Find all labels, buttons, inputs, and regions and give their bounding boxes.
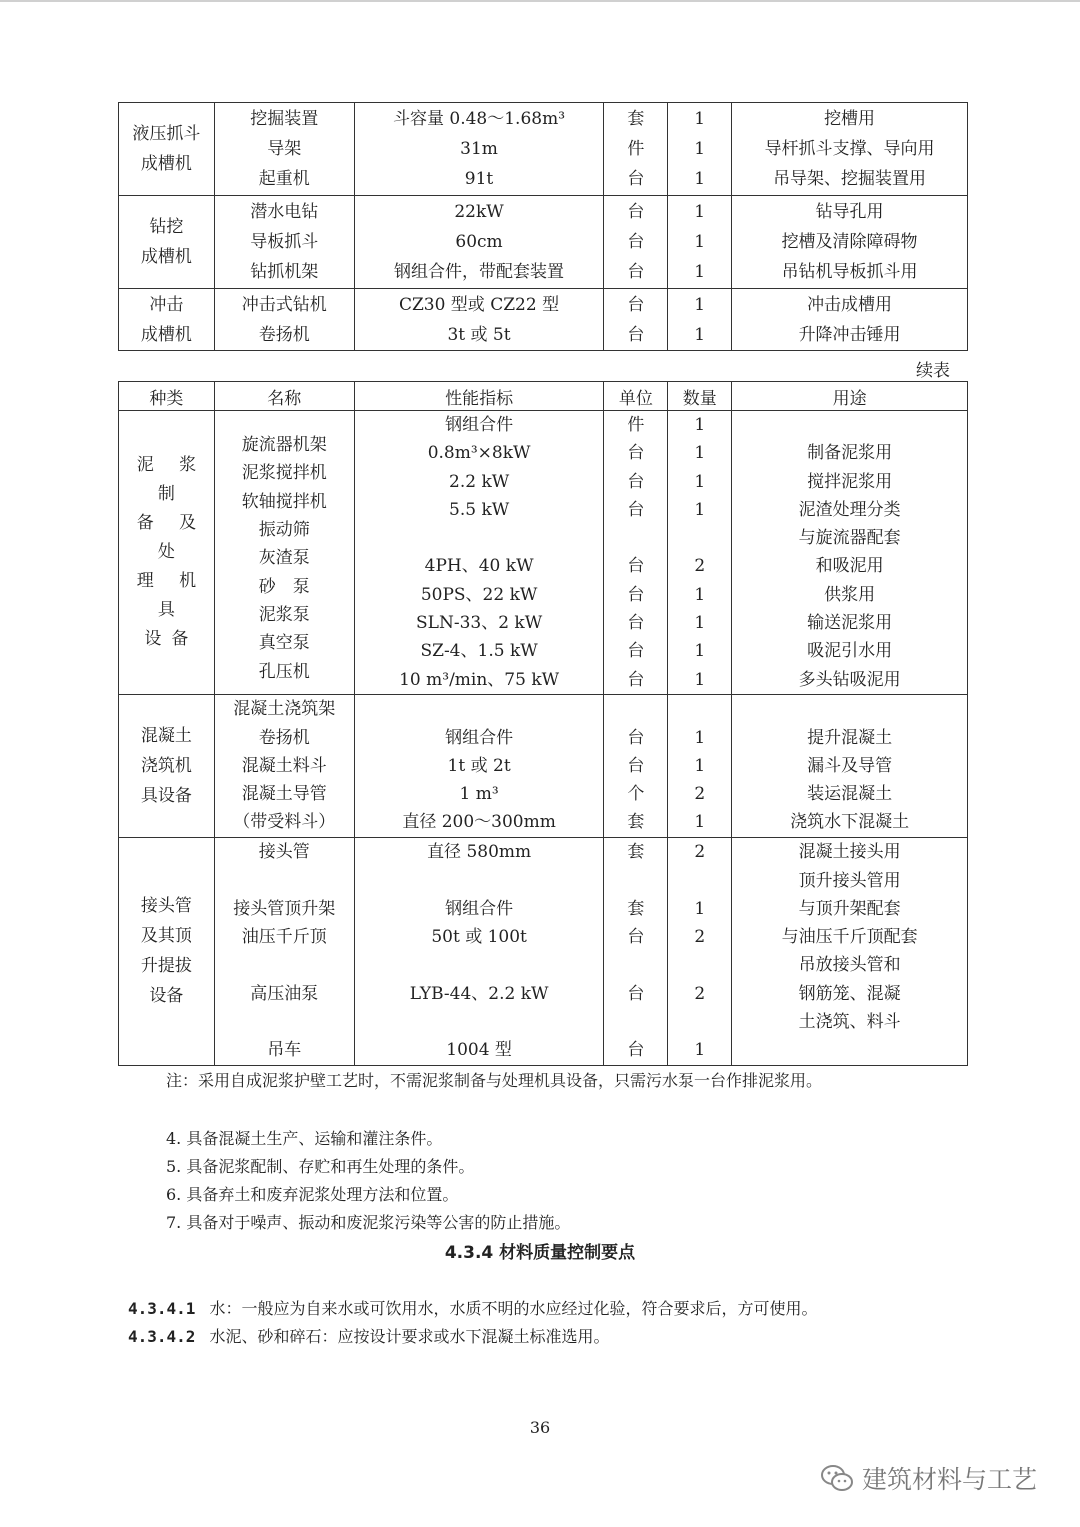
equipment-table-part1 [118,102,968,351]
clause-number: 4.3.4.1 [128,1299,196,1318]
table-row: 接头管 及其顶 升提拔 设备 接头管 接头管顶升架 油压千斤顶 高压油泵 吊车 直径 580mm 钢组合件 50t 或 100t LYB-44、2.2 kW 1004 型 套 套 台 台 台 2 1 2 2 1 混凝土接头用 顶升接头管用 与顶升架配套 与油压千斤顶配套 吊放接头管和 钢筋笼、混凝 土浇筑、料斗 [119,837,968,1065]
category-cell: 接头管 及其顶 升提拔 设备 [119,837,215,1065]
table-row: 冲击 成槽机 冲击式钻机 卷扬机 CZ30 型或 CZ22 型 3t 或 5t 台 台 1 1 冲击成槽用 升降冲击锤用 [119,289,968,351]
column-header: 种类 [119,382,215,411]
category-cell: 泥 浆 制 备 及 处 理 机 具 设备 [119,411,215,695]
category-cell: 冲击 成槽机 [119,289,215,351]
clause [128,1324,609,1347]
table-row: 钻挖 成槽机 潜水电钻 导板抓斗 钻抓机架 22kW 60cm 钢组合件，带配套装置 台 台 台 1 1 1 钻导孔用 挖槽及清除障碍物 吊钻机导板抓斗用 [119,196,968,289]
clause-text: 水：一般应为自来水或可饮用水，水质不明的水应经过化验，符合要求后，方可使用。 [209,1299,818,1318]
page-top-rule [0,0,1080,2]
clause-text: 水泥、砂和碎石：应按设计要求或水下混凝土标准选用。 [209,1327,610,1346]
table-header-row [119,382,968,411]
section-title: 4.3.4 材料质量控制要点 [444,1243,636,1263]
column-header: 用途 [732,382,968,411]
list-item: 4. 具备混凝土生产、运输和灌注条件。 [166,1129,443,1148]
list-item: 5. 具备泥浆配制、存贮和再生处理的条件。 [166,1157,475,1176]
watermark-text: 建筑材料与工艺 [862,1465,1038,1494]
equipment-table-part2 [118,381,968,1066]
column-header: 数量 [668,382,732,411]
clause-number: 4.3.4.2 [128,1327,196,1346]
list-item: 7. 具备对于噪声、振动和废泥浆污染等公害的防止措施。 [166,1213,571,1232]
requirements-list [166,1125,570,1237]
column-header: 单位 [604,382,668,411]
watermark [820,1460,1037,1496]
wechat-icon [820,1463,854,1493]
category-cell: 钻挖 成槽机 [119,196,215,289]
table-note: 注：采用自成泥浆护壁工艺时，不需泥浆制备与处理机具设备，只需污水泵一台作排泥浆用。 [166,1071,823,1090]
page-number: 36 [529,1418,551,1437]
clause [128,1296,817,1319]
category-cell: 液压抓斗 成槽机 [119,103,215,196]
table-row: 泥 浆 制 备 及 处 理 机 具 设备 旋流器机架 泥浆搅拌机 软轴搅拌机 振动筛 灰渣泵 砂 泵 泥浆泵 真空泵 孔压机 钢组合件 0.8m³×8kW 2.2 kW 5.5 kW 4PH、40 kW 50PS、22 kW SLN-33、2 kW SZ-4、1.5 kW 10 m³/min、75 kW 件 台 台 台 台 台 台 台 台 1 1 1 1 2 1 1 1 1 制备泥浆用 搅拌泥浆用 泥渣处理分类 与旋流器配套 和吸泥用 供浆用 输送泥浆用 吸泥引水用 多头钻吸泥用 [119,411,968,695]
continued-table-label: 续表 [916,361,950,381]
list-item: 6. 具备弃土和废弃泥浆处理方法和位置。 [166,1185,459,1204]
table-row: 液压抓斗 成槽机 挖掘装置 导架 起重机 斗容量 0.48～1.68m³ 31m 91t 套 件 台 1 1 1 挖槽用 导杆抓斗支撑、导向用 吊导架、挖掘装置用 [119,103,968,196]
column-header: 名称 [214,382,354,411]
table-row: 混凝土 浇筑机 具设备 混凝土浇筑架 卷扬机 混凝土料斗 混凝土导管 （带受料斗） 钢组合件 1t 或 2t 1 m³ 直径 200～300mm 台 台 个 套 1 1 2 1 提升混凝土 漏斗及导管 装运混凝土 浇筑水下混凝土 [119,694,968,837]
category-cell: 混凝土 浇筑机 具设备 [119,694,215,837]
column-header: 性能指标 [354,382,604,411]
